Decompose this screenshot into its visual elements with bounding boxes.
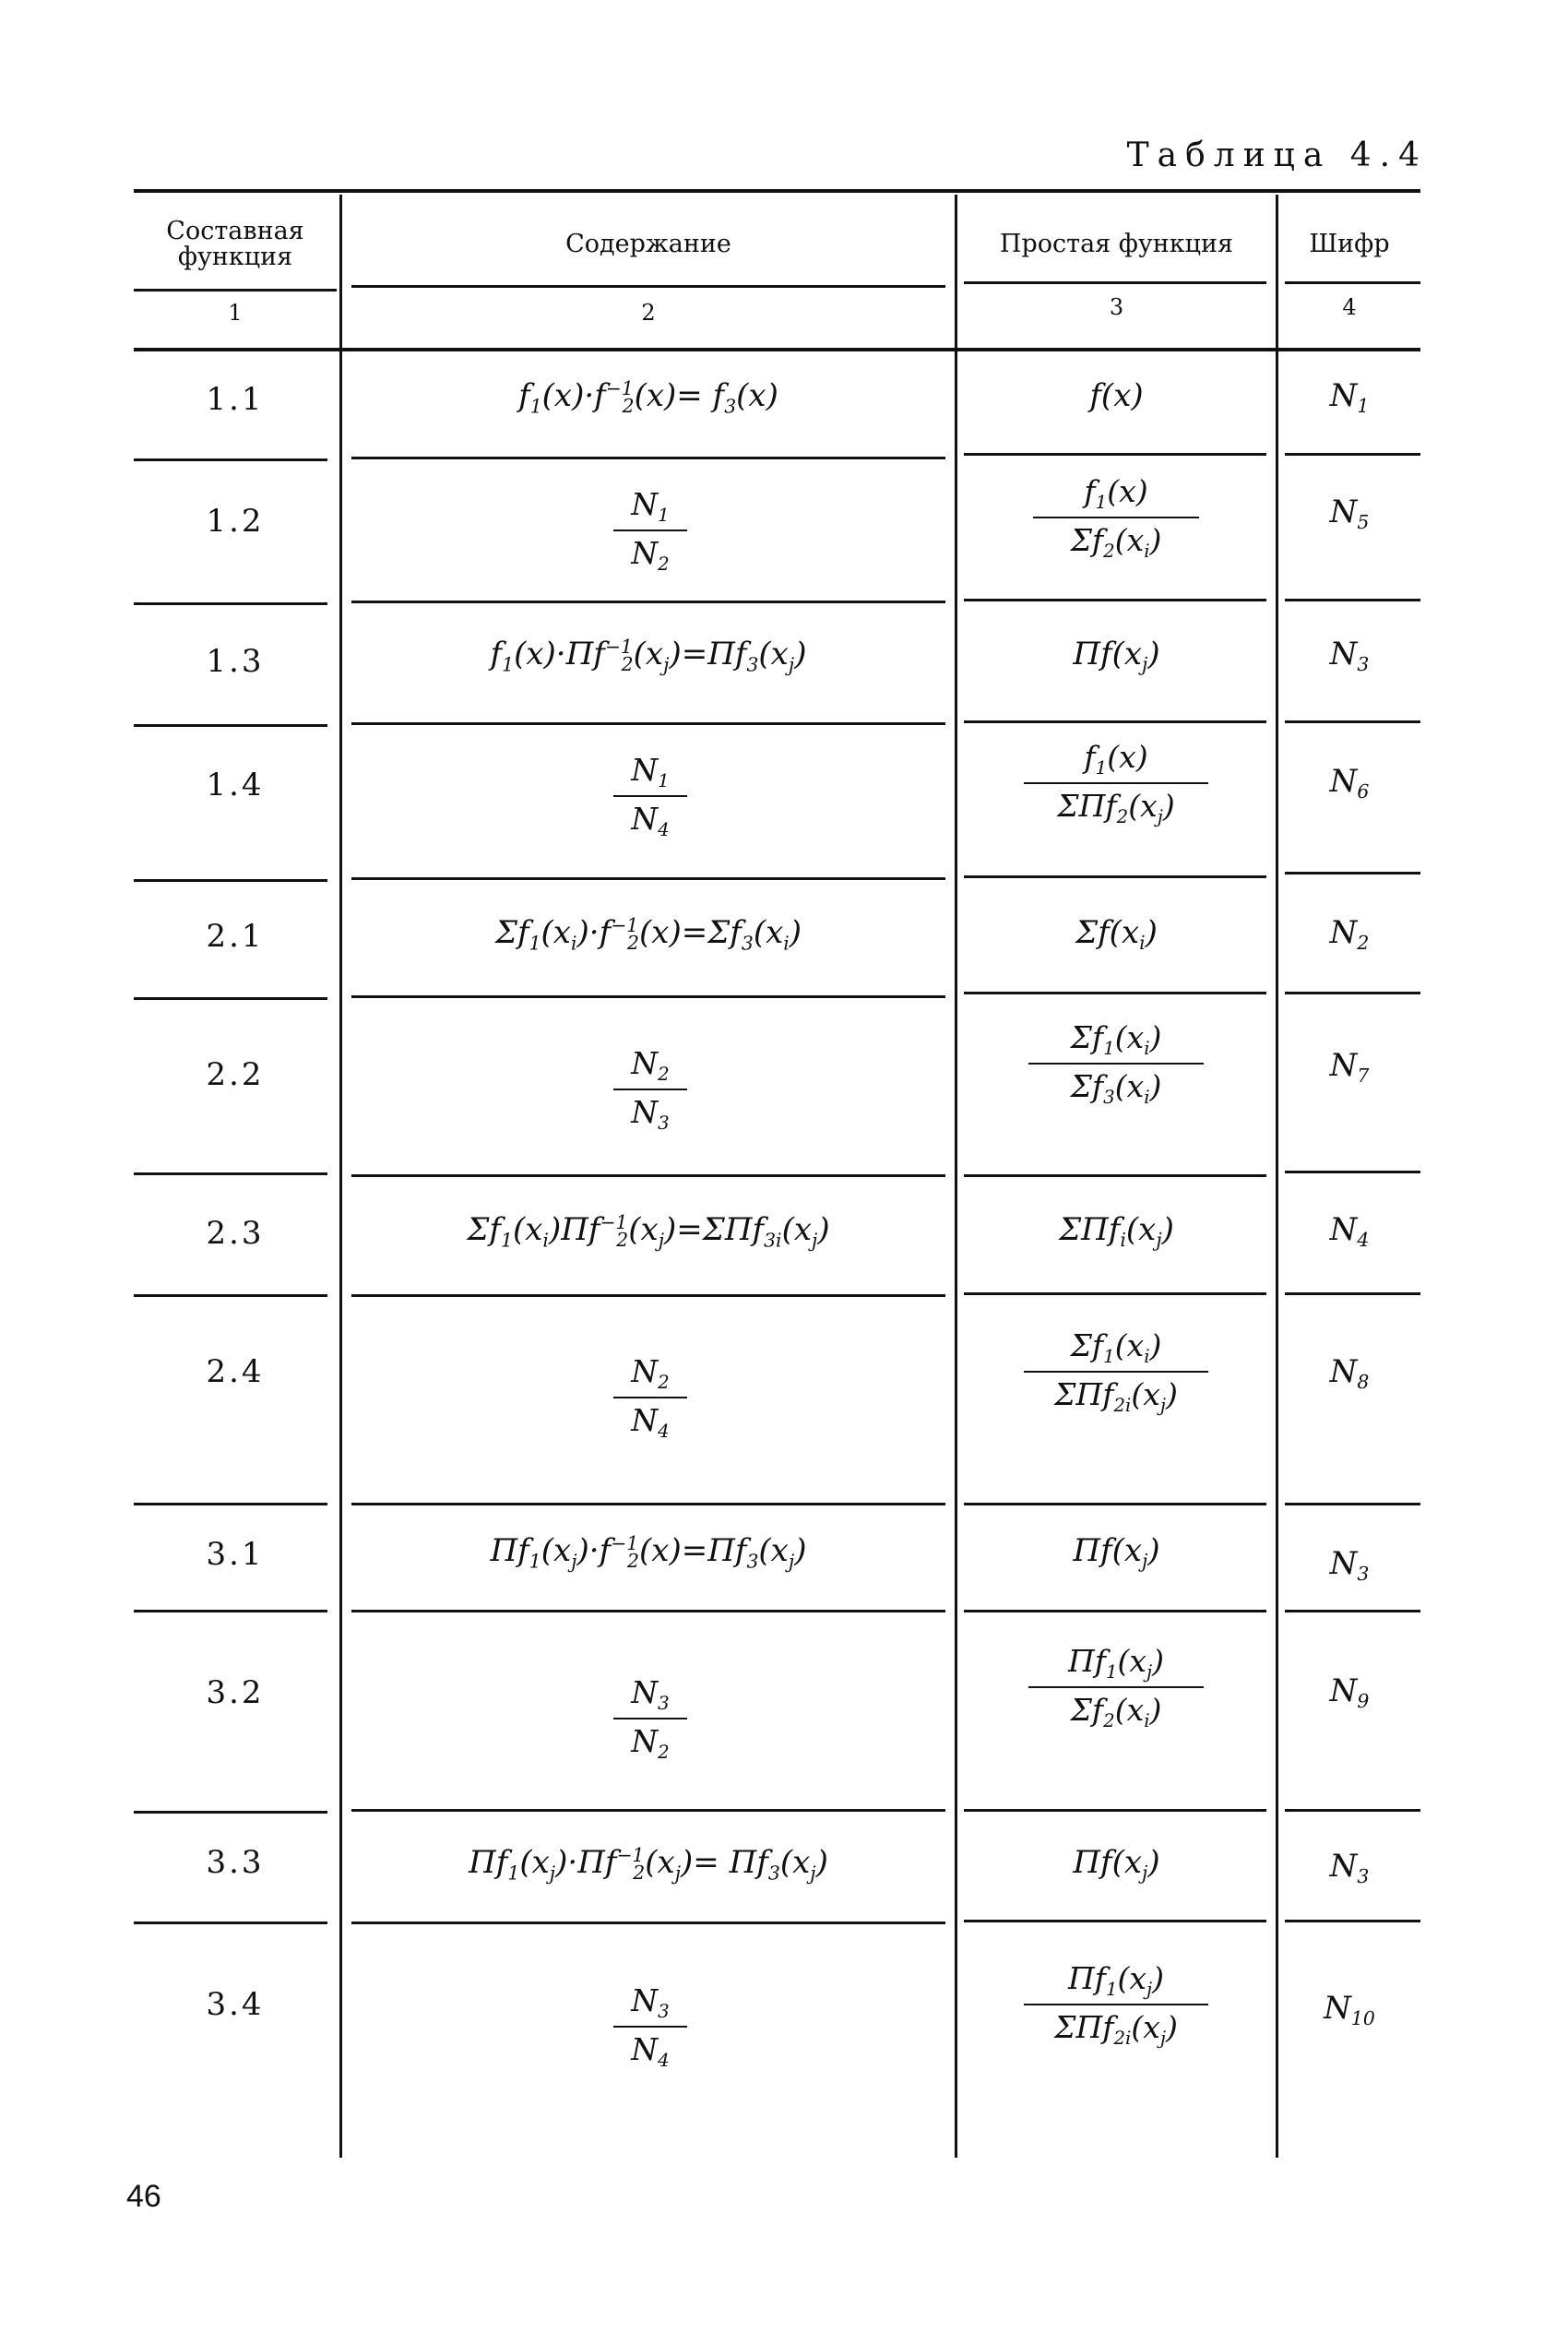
code-cell: $N_{10}$ bbox=[1324, 1990, 1375, 2030]
header-code: Шифр bbox=[1309, 229, 1390, 258]
column-number: 3 bbox=[1109, 294, 1124, 320]
simple-function: $\Pi f(x_j)$ bbox=[1073, 1844, 1160, 1885]
row-id: 3.4 bbox=[206, 1986, 265, 2023]
column-number: 1 bbox=[228, 300, 243, 326]
content-formula: $\Pi f_1(x_j)\cdot f^{-1}_2(x)=\Pi f_3(x_j)$ bbox=[490, 1532, 807, 1573]
code-cell: $N_3$ bbox=[1329, 1848, 1370, 1888]
content-fraction: $N_1$ $N_4$ bbox=[613, 752, 687, 840]
content-fraction: $N_2$ $N_4$ bbox=[613, 1353, 687, 1442]
page-number: 46 bbox=[126, 2179, 161, 2214]
content-fraction: $N_2$ $N_3$ bbox=[613, 1045, 687, 1134]
simple-function-fraction: $\Sigma f_1(x_i)$ $\Sigma\Pi f_{2i}(x_j)$ bbox=[1024, 1327, 1208, 1416]
code-cell: $N_4$ bbox=[1329, 1211, 1370, 1252]
table-caption: Таблица 4.4 bbox=[1126, 137, 1428, 174]
simple-function-fraction: $f_1(x)$ $\Sigma\Pi f_2(x_j)$ bbox=[1024, 739, 1208, 827]
simple-function-fraction: $\Pi f_1(x_j)$ $\Sigma f_2(x_i)$ bbox=[1028, 1643, 1204, 1731]
simple-function: $\Pi f(x_j)$ bbox=[1073, 1532, 1160, 1573]
simple-function: $\Sigma f(x_i)$ bbox=[1075, 914, 1158, 955]
row-id: 1.3 bbox=[206, 643, 265, 680]
code-cell: $N_1$ bbox=[1329, 377, 1370, 418]
row-id: 2.1 bbox=[206, 918, 265, 955]
row-id: 2.3 bbox=[206, 1215, 265, 1252]
simple-function: $\Pi f(x_j)$ bbox=[1073, 636, 1160, 676]
code-cell: $N_7$ bbox=[1329, 1047, 1370, 1088]
content-formula: $f_1(x)\cdot f^{-1}_2(x)= f_3(x)$ bbox=[518, 377, 778, 418]
row-id: 1.4 bbox=[206, 767, 265, 803]
simple-function-fraction: $\Pi f_1(x_j)$ $\Sigma\Pi f_{2i}(x_j)$ bbox=[1024, 1960, 1208, 2049]
column-number: 4 bbox=[1342, 294, 1357, 320]
content-formula: $\Sigma f_1(x_i)\cdot f^{-1}_2(x)=\Sigma f_3(x_i)$ bbox=[494, 914, 802, 955]
column-number: 2 bbox=[641, 300, 656, 326]
row-id: 1.1 bbox=[206, 381, 265, 418]
simple-function-fraction: $f_1(x)$ $\Sigma f_2(x_i)$ bbox=[1033, 473, 1199, 562]
row-id: 2.2 bbox=[206, 1056, 265, 1093]
simple-function: f(x) bbox=[1089, 377, 1144, 414]
row-id: 2.4 bbox=[206, 1353, 265, 1390]
header-composite-function: Составная функция bbox=[166, 216, 304, 271]
code-cell: $N_6$ bbox=[1329, 763, 1370, 803]
content-formula: $\Pi f_1(x_j)\cdot\Pi f^{-1}_2(x_j)= \Pi f_3(x_j)$ bbox=[469, 1844, 828, 1885]
row-id: 3.2 bbox=[206, 1674, 265, 1711]
content-fraction: $N_3$ $N_2$ bbox=[613, 1674, 687, 1763]
code-cell: $N_2$ bbox=[1329, 914, 1370, 955]
header-content: Содержание bbox=[565, 229, 731, 258]
content-formula: $f_1(x)\cdot\Pi f^{-1}_2(x_j)=\Pi f_3(x_j)$ bbox=[490, 636, 807, 676]
code-cell: $N_9$ bbox=[1329, 1672, 1370, 1713]
content-fraction: $N_3$ $N_4$ bbox=[613, 1982, 687, 2071]
simple-function: $\Sigma\Pi f_i(x_j)$ bbox=[1059, 1211, 1174, 1252]
row-id: 3.3 bbox=[206, 1844, 265, 1881]
code-cell: $N_3$ bbox=[1329, 636, 1370, 676]
row-id: 1.2 bbox=[206, 503, 265, 540]
header-simple-function: Простая функция bbox=[999, 229, 1234, 258]
code-cell: $N_3$ bbox=[1329, 1545, 1370, 1586]
code-cell: $N_5$ bbox=[1329, 494, 1370, 534]
code-cell: $N_8$ bbox=[1329, 1353, 1370, 1394]
simple-function-fraction: $\Sigma f_1(x_i)$ $\Sigma f_3(x_i)$ bbox=[1028, 1019, 1204, 1108]
content-fraction: $N_1$ $N_2$ bbox=[613, 486, 687, 575]
row-id: 3.1 bbox=[206, 1536, 265, 1573]
content-formula: $\Sigma f_1(x_i)\Pi f^{-1}_2(x_j)=\Sigma\Pi f_{3i}(x_j)$ bbox=[467, 1211, 830, 1252]
